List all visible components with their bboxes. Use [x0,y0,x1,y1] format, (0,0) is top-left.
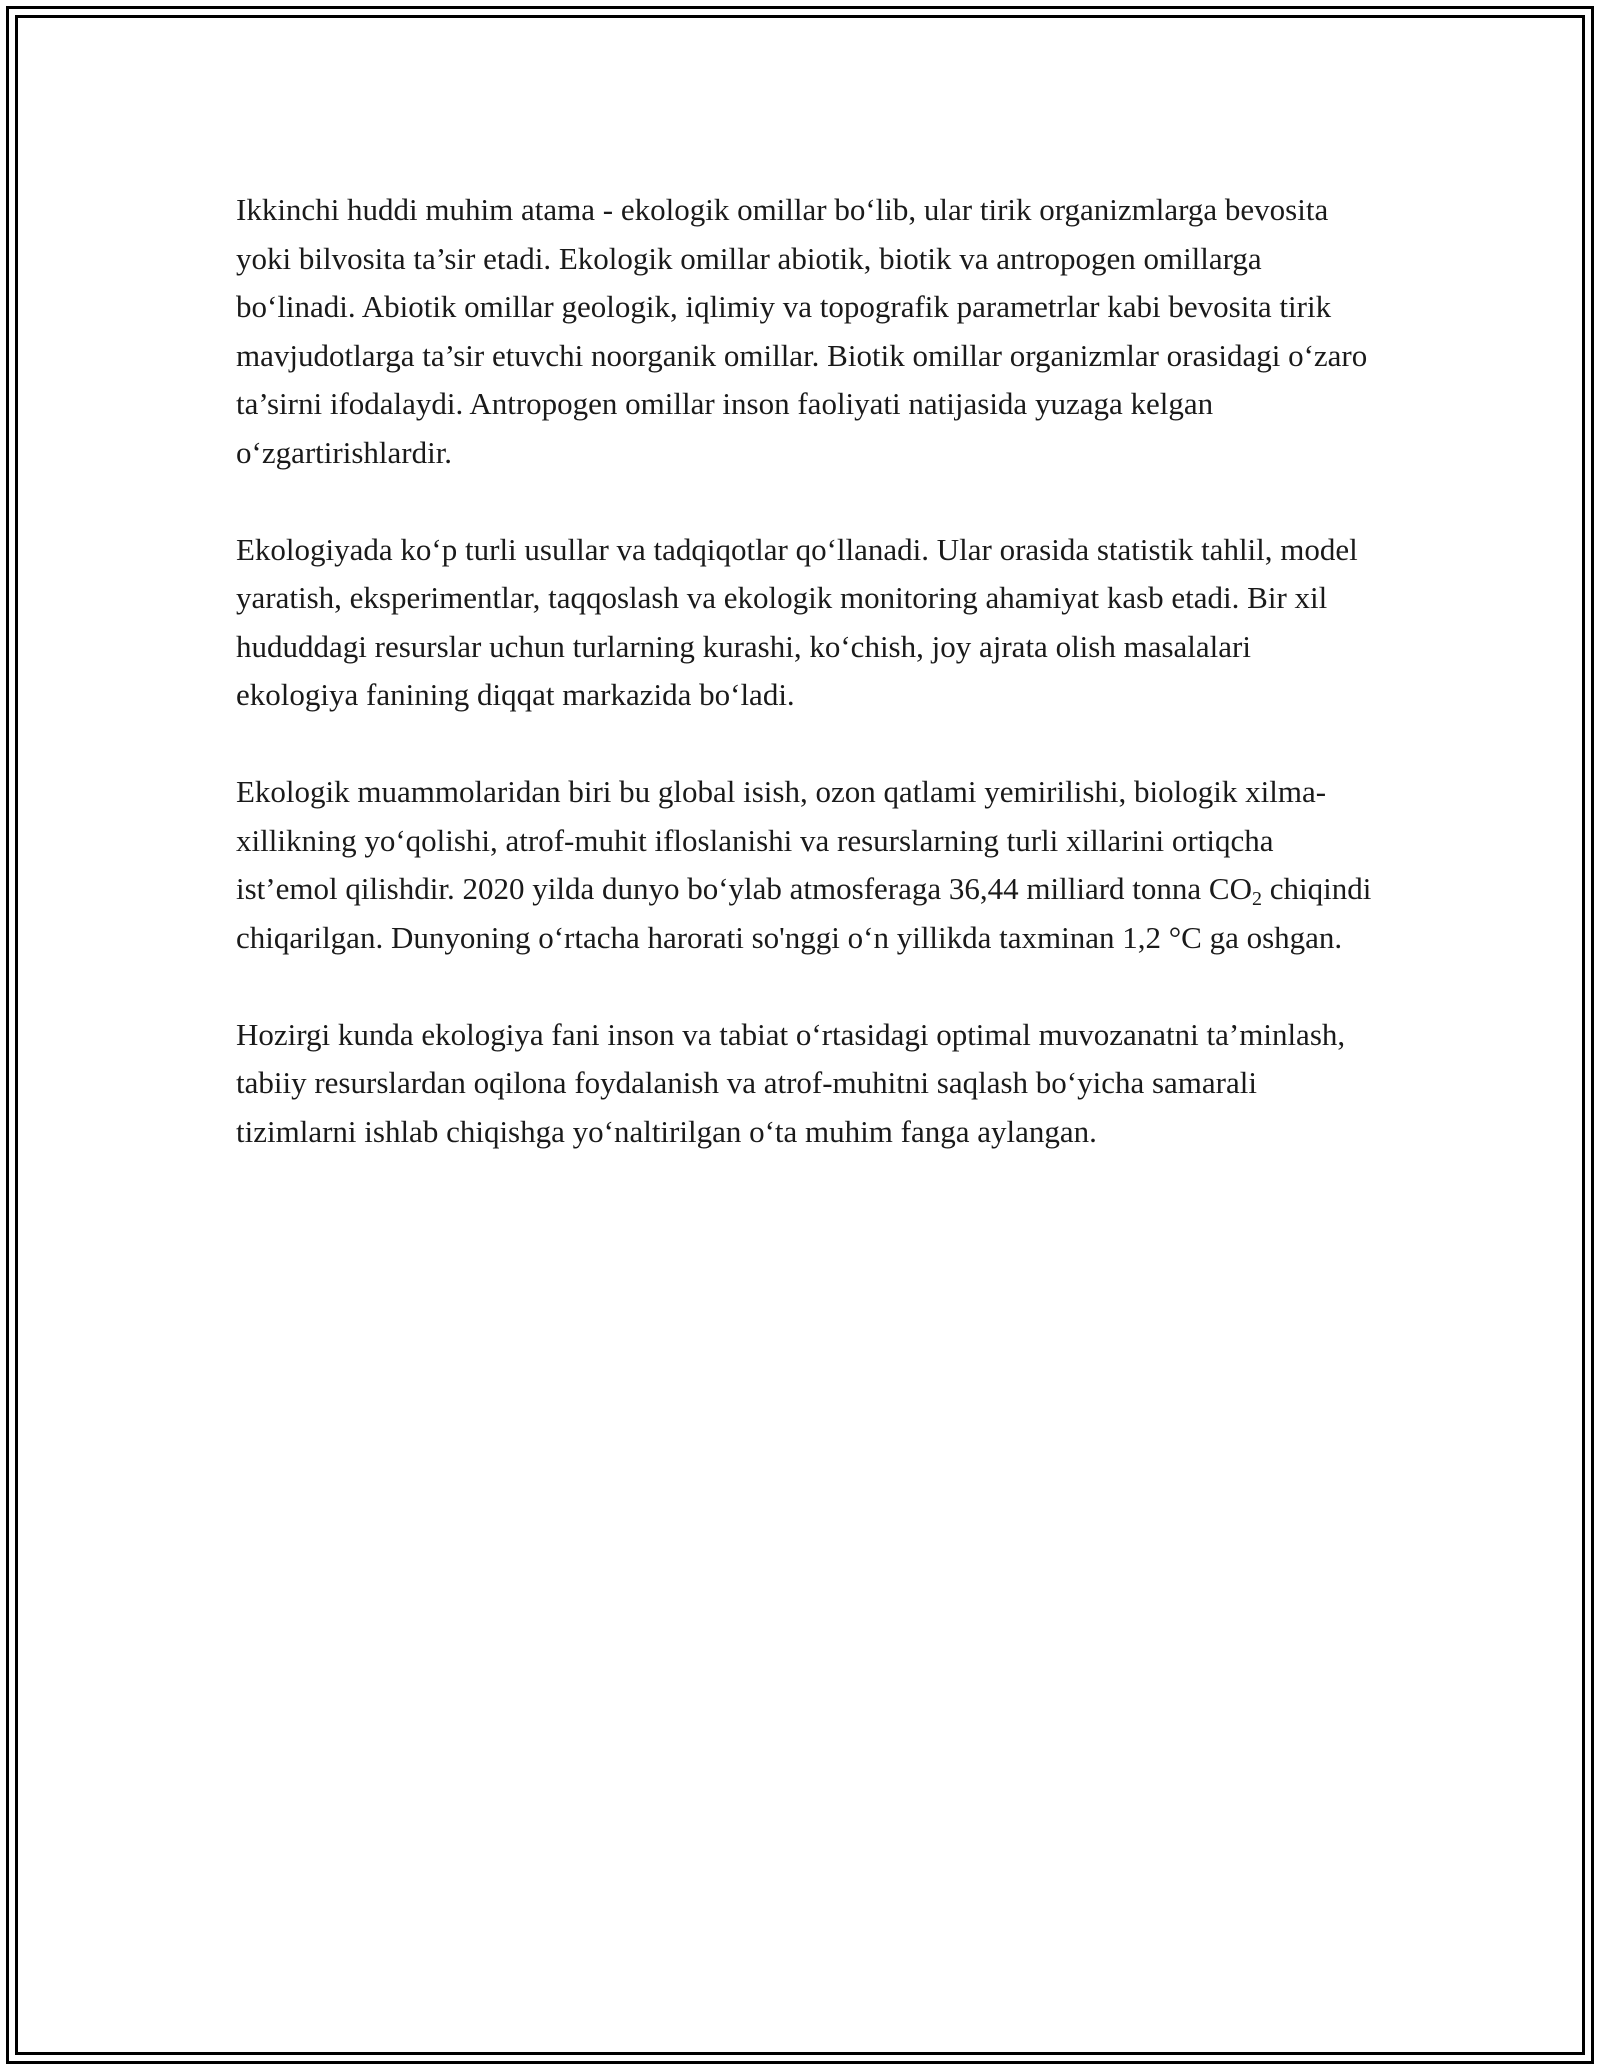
paragraph-research-methods: Ekologiyada ko‘p turli usullar va tadqiqotlar qo‘llanadi. Ular orasida statistik tahlil, model yaratish, eksperimentlar, taqqoslash va ekologik monitoring ahamiyat kasb etadi. Bir xil hududdagi resurslar uchun turlarning kurashi, ko‘chish, joy ajrata olish masalalari ekologiya fanining diqqat markazida bo‘ladi. [236,531,1358,712]
paragraph-ecological-factors: Ikkinchi huddi muhim atama - ekologik omillar bo‘lib, ular tirik organizmlarga bevosita yoki bilvosita ta’sir etadi. Ekologik omillar abiotik, biotik va antropogen omillarga bo‘linadi. Abiotik omillar geologik, iqlimiy va topografik parametrlar kabi bevosita tirik mavjudotlarga ta’sir etuvchi noorganik omillar. Biotik omillar organizmlar orasidagi o‘zaro ta’sirni ifodalaydi. Antropogen omillar inson faoliyati natijasida yuzaga kelgan o‘zgartirishlardir. [236,192,1368,470]
paragraph-modern-ecology: Hozirgi kunda ekologiya fani inson va tabiat o‘rtasidagi optimal muvozanatni ta’minlash, tabiiy resurslardan oqilona foydalanish va atrof-muhitni saqlash bo‘yicha samarali tizimlarni ishlab chiqishga yo‘naltirilgan o‘ta muhim fanga aylangan. [236,1016,1346,1149]
co2-subscript: 2 [1251,888,1262,910]
paragraph-text-after-formula: chiqindi chiqarilgan. Dunyoning o‘rtacha harorati so'nggi o‘n yillikda taxminan 1,2 °C ga oshgan. [236,871,1372,955]
paragraph-ecological-problems [236,768,1376,962]
paragraph-text-before-formula: Ekologik muammolaridan biri bu global isish, ozon qatlami yemirilishi, biologik xilma-xillikning yo‘qolishi, atrof-muhit ifloslanishi va resurslarning turli xillarini ortiqcha ist’emol qilishdir. 2020 yilda dunyo bo‘ylab atmosferaga 36,44 milliard tonna CO [236,774,1327,906]
document-body [236,186,1376,1205]
